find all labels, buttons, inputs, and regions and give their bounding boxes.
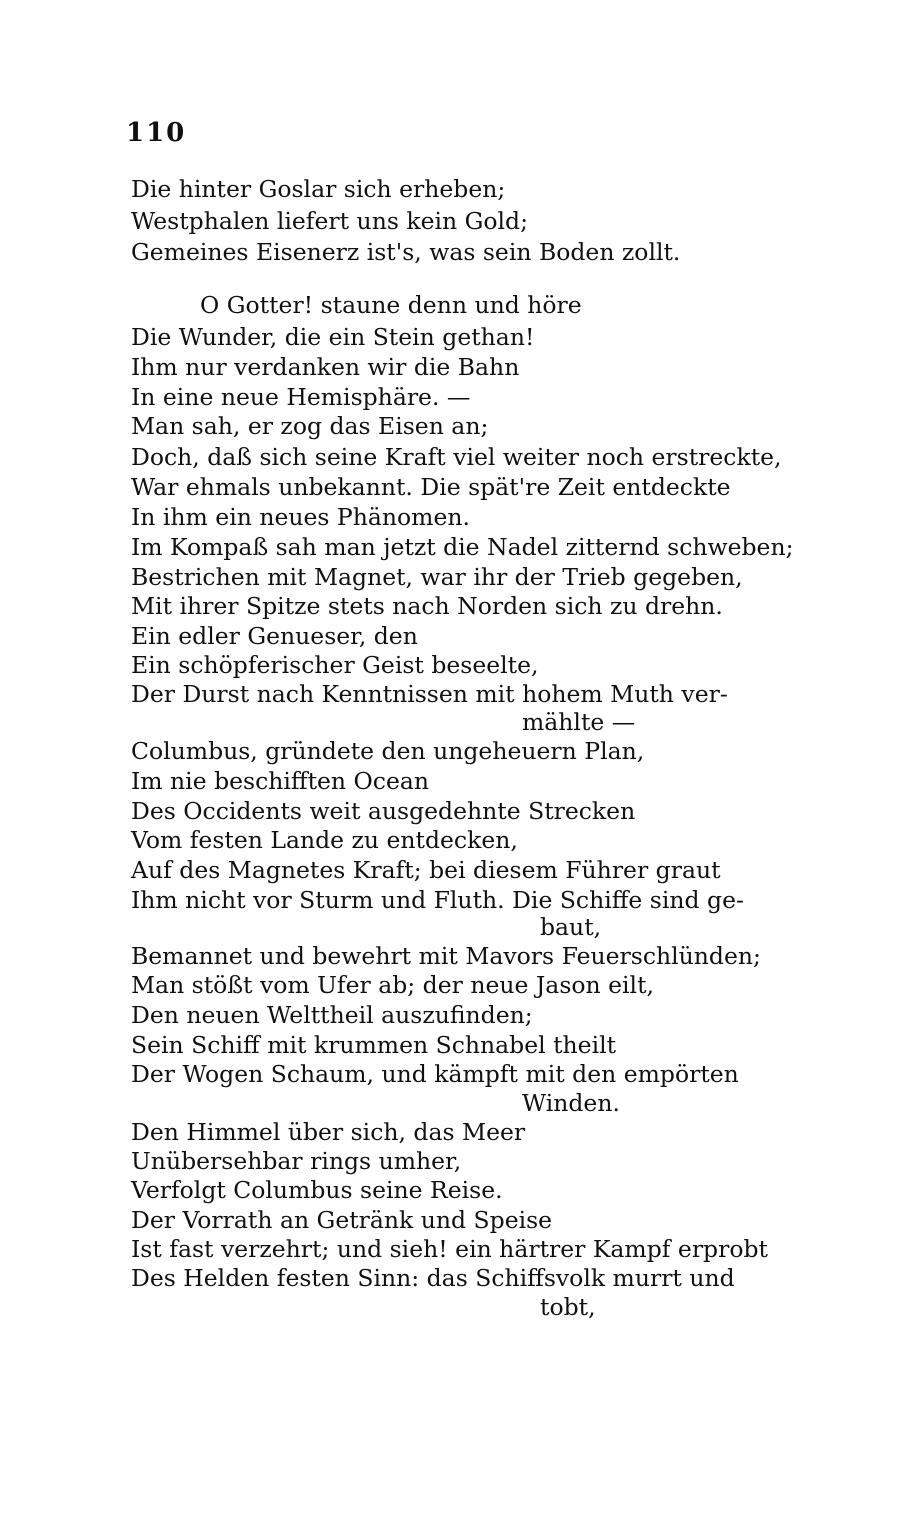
verse-line: Mit ihrer Spitze stets nach Norden sich zu drehn. [131, 592, 723, 620]
page-number: 110 [126, 118, 187, 148]
verse-line: Im nie beschifften Ocean [131, 767, 430, 795]
verse-line: Westphalen liefert uns kein Gold; [131, 207, 529, 235]
verse-line: Die hinter Goslar sich erheben; [131, 175, 506, 203]
verse-line: Der Durst nach Kenntnissen mit hohem Muth ver- [131, 680, 728, 708]
verse-line-continuation: tobt, [540, 1293, 596, 1321]
verse-line: Doch, daß sich seine Kraft viel weiter noch erstreckte, [131, 443, 782, 471]
verse-line: Verfolgt Columbus seine Reise. [131, 1176, 503, 1204]
verse-line: Unübersehbar rings umher, [131, 1147, 462, 1175]
verse-line: Der Vorrath an Getränk und Speise [131, 1206, 553, 1234]
verse-line: Ist fast verzehrt; und sieh! ein härtrer Kampf erprobt [131, 1235, 768, 1263]
verse-line: Des Helden festen Sinn: das Schiffsvolk murrt und [131, 1264, 735, 1292]
verse-line: Man stößt vom Ufer ab; der neue Jason eilt, [131, 971, 654, 999]
verse-line: Sein Schiff mit krummen Schnabel theilt [131, 1031, 617, 1059]
verse-line: Ihm nur verdanken wir die Bahn [131, 353, 520, 381]
verse-line: Die Wunder, die ein Stein gethan! [131, 323, 535, 351]
verse-line: In ihm ein neues Phänomen. [131, 503, 470, 531]
verse-line: Im Kompaß sah man jetzt die Nadel zitternd schweben; [131, 533, 794, 561]
verse-line: In eine neue Hemisphäre. — [131, 383, 471, 411]
verse-line: Den neuen Welttheil auszufinden; [131, 1001, 533, 1029]
verse-line: Den Himmel über sich, das Meer [131, 1118, 526, 1146]
verse-line: Des Occidents weit ausgedehnte Strecken [131, 797, 636, 825]
verse-line: War ehmals unbekannt. Die spät're Zeit entdeckte [131, 473, 731, 501]
verse-line: Ein edler Genueser, den [131, 622, 418, 650]
verse-line: Man sah, er zog das Eisen an; [131, 412, 489, 440]
verse-line: Ihm nicht vor Sturm und Fluth. Die Schiffe sind ge- [131, 886, 744, 914]
verse-line-continuation: Winden. [522, 1089, 620, 1117]
verse-line: Gemeines Eisenerz ist's, was sein Boden zollt. [131, 238, 681, 266]
verse-line: Der Wogen Schaum, und kämpft mit den empörten [131, 1060, 739, 1088]
verse-line-continuation: mählte — [522, 708, 636, 736]
verse-line: O Gotter! staune denn und höre [200, 291, 582, 319]
verse-line-continuation: baut, [540, 913, 602, 941]
verse-line: Auf des Magnetes Kraft; bei diesem Führer graut [131, 856, 721, 884]
verse-line: Vom festen Lande zu entdecken, [131, 826, 518, 854]
verse-line: Columbus, gründete den ungeheuern Plan, [131, 737, 645, 765]
verse-line: Bemannet und bewehrt mit Mavors Feuerschlünden; [131, 942, 761, 970]
verse-line: Bestrichen mit Magnet, war ihr der Trieb gegeben, [131, 563, 743, 591]
verse-line: Ein schöpferischer Geist beseelte, [131, 651, 539, 679]
